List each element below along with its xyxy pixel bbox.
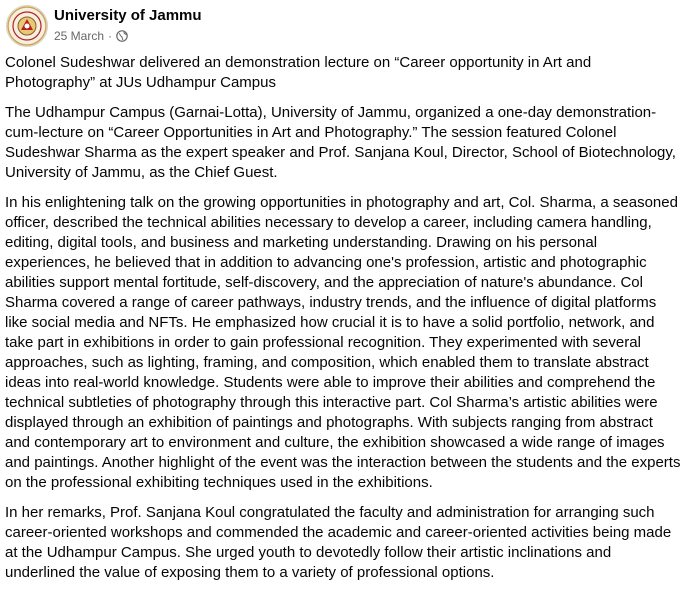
post-meta <box>54 29 128 43</box>
post-headline: Colonel Sudeshwar delivered an demonstration lecture on “Career opportunity in Art and Photography” at JUs Udhampur Campus <box>5 54 592 91</box>
post-date[interactable]: 25 March <box>54 29 105 43</box>
page-name-link[interactable]: University of Jammu <box>54 7 202 24</box>
university-logo-avatar[interactable] <box>6 5 48 47</box>
post-paragraph: In her remarks, Prof. Sanjana Koul congratulated the faculty and administration for arranging such career-oriented workshops and commended the academic and career-oriented activities being made at the Udhampur Campus. She urged youth to devotedly follow their artistic inclinations and underlined the value of exposing them to a variety of professional options. <box>5 504 672 581</box>
post-body <box>5 53 681 593</box>
post-paragraph: In his enlightening talk on the growing opportunities in photography and art, Col. Sharma, a seasoned officer, described the technical abilities necessary to develop a career, including camera handling, editing, digital tools, and business and marketing understanding. Drawing on his personal experiences, he believed that in addition to advancing one's profession, artistic and photographic abilities support mental fortitude, self-discovery, and the appreciation of nature's abundance. Col Sharma covered a range of career pathways, industry trends, and the influence of digital platforms like social media and NFTs. He emphasized how crucial it is to have a solid portfolio, network, and take part in exhibitions in order to gain professional recognition. They experimented with several approaches, such as lighting, framing, and composition, which enabled them to translate abstract ideas into real-world knowledge. Students were able to improve their abilities and comprehend the technical subtleties of photography through this interactive part. Col Sharma’s artistic abilities were displayed through an exhibition of paintings and photographs. With subjects ranging from abstract and contemporary art to environment and culture, the exhibition showcased a wide range of images and paintings. Another highlight of the event was the interaction between the students and the experts on the professional exhibiting techniques used in the exhibitions. <box>5 194 681 491</box>
post-header <box>0 0 683 52</box>
globe-icon[interactable] <box>116 30 128 42</box>
post-paragraph: The Udhampur Campus (Garnai-Lotta), University of Jammu, organized a one-day demonstration-cum-lecture on “Career Opportunities in Art and Photography.” The session featured Colonel Sudeshwar Sharma as the expert speaker and Prof. Sanjana Koul, Director, School of Biotechnology, University of Jammu, as the Chief Guest. <box>5 104 676 181</box>
meta-separator: · <box>108 29 113 43</box>
university-emblem-icon <box>7 6 47 46</box>
